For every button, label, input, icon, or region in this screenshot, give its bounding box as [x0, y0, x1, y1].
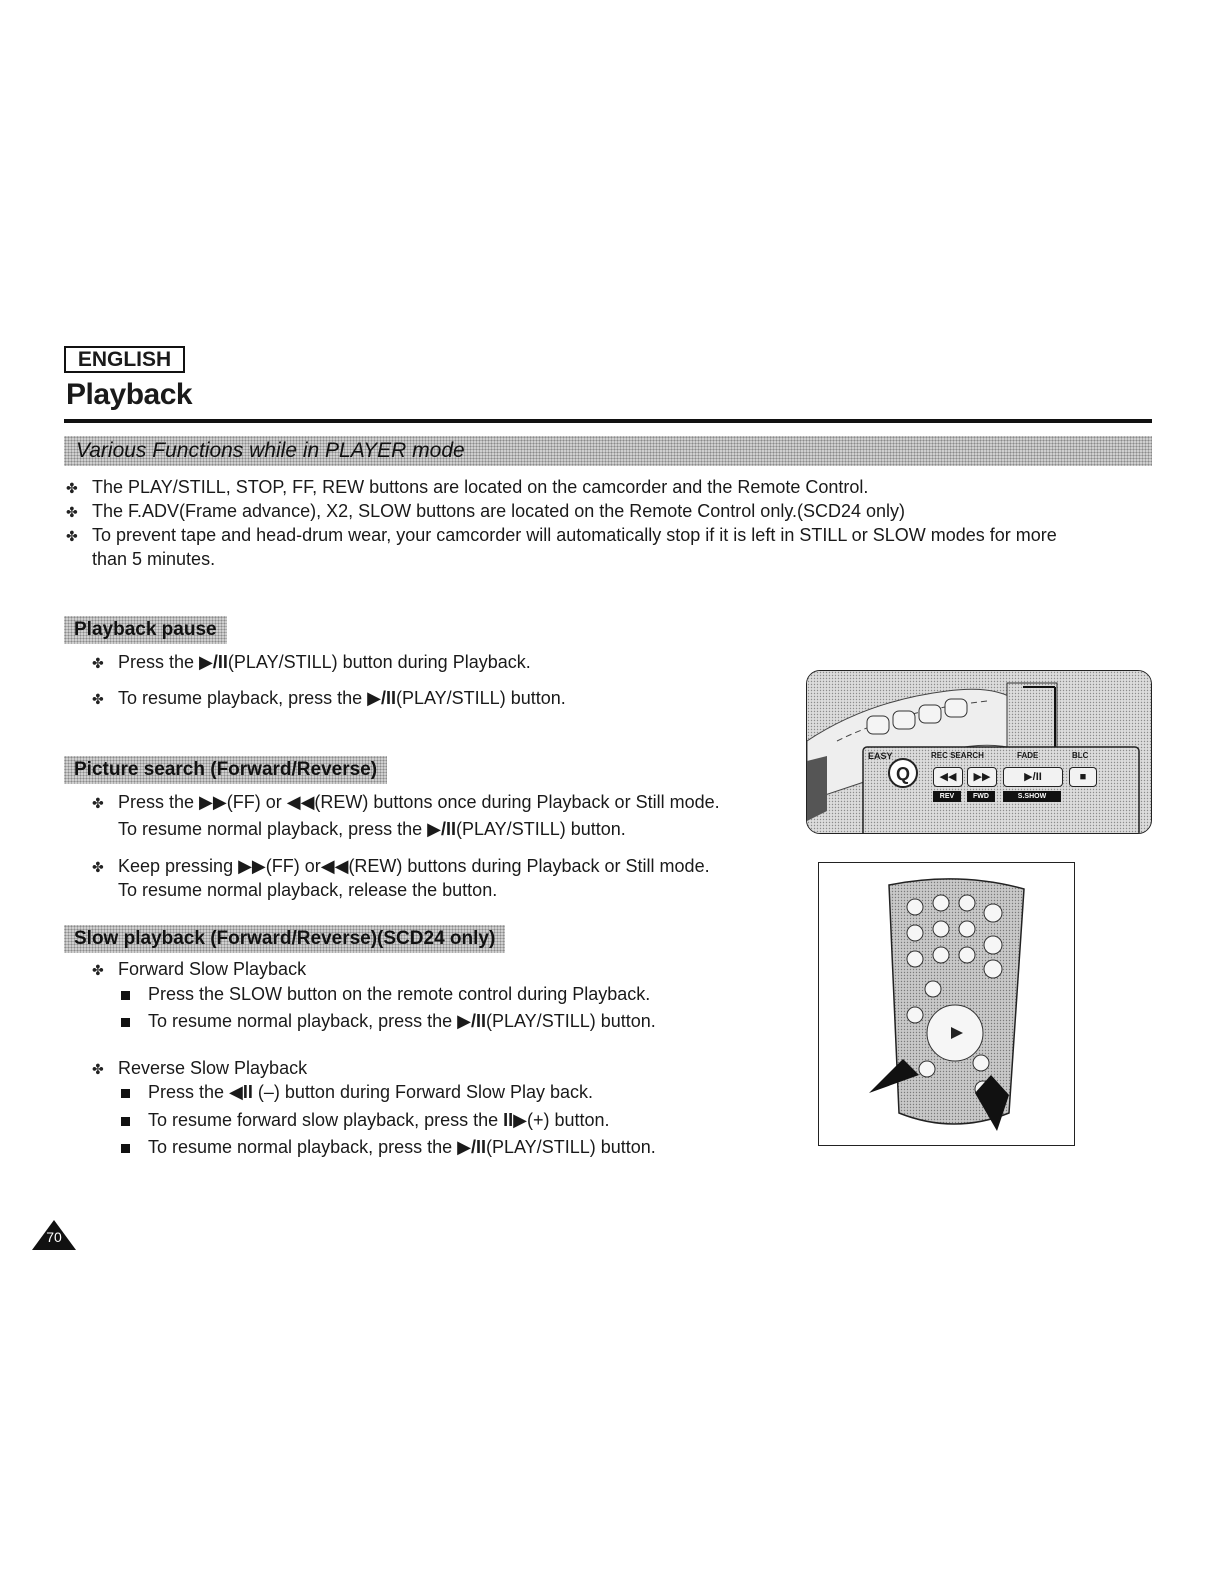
stop-button: ■ [1069, 767, 1097, 787]
page-number: 70 [46, 1229, 62, 1245]
slow-reverse-symbol: ◀II [229, 1082, 253, 1102]
list-item: ✤ Press the ▶/II(PLAY/STILL) button during Playback. [92, 650, 531, 675]
subheading-playback-pause: Playback pause [64, 616, 227, 644]
subheading-picture-search: Picture search (Forward/Reverse) [64, 756, 387, 784]
easy-label: EASY [868, 751, 893, 761]
clover-bullet-icon: ✤ [92, 962, 104, 978]
list-item: ✤ To resume playback, press the ▶/II(PLAY/STILL) button. [92, 686, 566, 711]
clover-bullet-icon: ✤ [92, 691, 104, 707]
square-bullet-icon [121, 1018, 130, 1027]
square-bullet-icon [121, 1117, 130, 1126]
camcorder-illustration [806, 670, 1152, 834]
intro-bullet: ✤ The PLAY/STILL, STOP, FF, REW buttons are located on the camcorder and the Remote Control. [66, 475, 868, 500]
list-item-continuation: To resume normal playback, press the ▶/II(PLAY/STILL) button. [118, 819, 626, 839]
blc-label: BLC [1072, 751, 1089, 760]
clover-bullet-icon: ✤ [66, 528, 78, 544]
list-item: ✤ Forward Slow Playback [92, 957, 306, 982]
ff-button: ▶▶ [967, 767, 997, 787]
clover-bullet-icon: ✤ [92, 1061, 104, 1077]
intro-bullet-continuation: than 5 minutes. [92, 549, 216, 569]
rew-symbol: ◀◀ [320, 856, 349, 876]
rew-symbol: ◀◀ [286, 792, 315, 812]
square-bullet-icon [121, 991, 130, 1000]
list-item: ✤ Press the ▶▶(FF) or ◀◀(REW) buttons once during Playback or Still mode. [92, 790, 720, 815]
slide-show-label: S.SHOW [1003, 791, 1061, 802]
clover-bullet-icon: ✤ [92, 795, 104, 811]
clover-bullet-icon: ✤ [92, 655, 104, 671]
sub-list-item: Press the SLOW button on the remote control during Playback. [121, 982, 650, 1006]
list-item-continuation: To resume normal playback, release the button. [118, 880, 498, 900]
ff-symbol: ▶▶ [199, 792, 227, 812]
play-still-symbol: ▶/II [427, 819, 456, 839]
play-still-symbol: ▶/II [367, 688, 396, 708]
fade-label: FADE [1017, 751, 1039, 760]
square-bullet-icon [121, 1144, 130, 1153]
remote-control-illustration [818, 862, 1075, 1146]
clover-bullet-icon: ✤ [66, 504, 78, 520]
play-still-symbol: ▶/II [457, 1011, 486, 1031]
clover-bullet-icon: ✤ [92, 859, 104, 875]
sub-list-item: Press the ◀II (–) button during Forward Slow Play back. [121, 1080, 593, 1104]
remote-control-drawing [819, 863, 1074, 1145]
rev-label: REV [933, 791, 961, 802]
sub-list-item: To resume normal playback, press the ▶/II(PLAY/STILL) button. [121, 1009, 656, 1033]
clover-bullet-icon: ✤ [66, 480, 78, 496]
square-bullet-icon [121, 1089, 130, 1098]
title-divider [64, 419, 1152, 423]
section-title: Various Functions while in PLAYER mode [76, 439, 465, 462]
ff-symbol: ▶▶ [238, 856, 266, 876]
slow-forward-symbol: II▶ [503, 1110, 528, 1130]
sub-list-item: To resume forward slow playback, press the II▶(+) button. [121, 1108, 610, 1132]
sub-list-item: To resume normal playback, press the ▶/II(PLAY/STILL) button. [121, 1135, 656, 1159]
rec-search-label: REC SEARCH [931, 751, 984, 760]
list-item: ✤ Keep pressing ▶▶(FF) or◀◀(REW) buttons during Playback or Still mode. [92, 854, 710, 879]
subheading-slow-playback: Slow playback (Forward/Reverse)(SCD24 only) [64, 925, 505, 953]
intro-bullet: ✤ The F.ADV(Frame advance), X2, SLOW buttons are located on the Remote Control only.(SCD24 only) [66, 499, 905, 524]
fwd-label: FWD [967, 791, 995, 802]
page-number-marker [30, 1218, 78, 1257]
svg-text:Q: Q [895, 764, 911, 784]
section-banner [64, 436, 1152, 466]
page-title: Playback [66, 378, 193, 411]
language-badge: ENGLISH [64, 346, 185, 373]
list-item: ✤ Reverse Slow Playback [92, 1056, 307, 1081]
play-still-symbol: ▶/II [199, 652, 228, 672]
rew-button: ◀◀ [933, 767, 963, 787]
play-still-button: ▶/II [1003, 767, 1063, 787]
intro-bullet: ✤ To prevent tape and head-drum wear, your camcorder will automatically stop if it is left in STILL or SLOW modes for more [66, 523, 1057, 548]
play-still-symbol: ▶/II [457, 1137, 486, 1157]
